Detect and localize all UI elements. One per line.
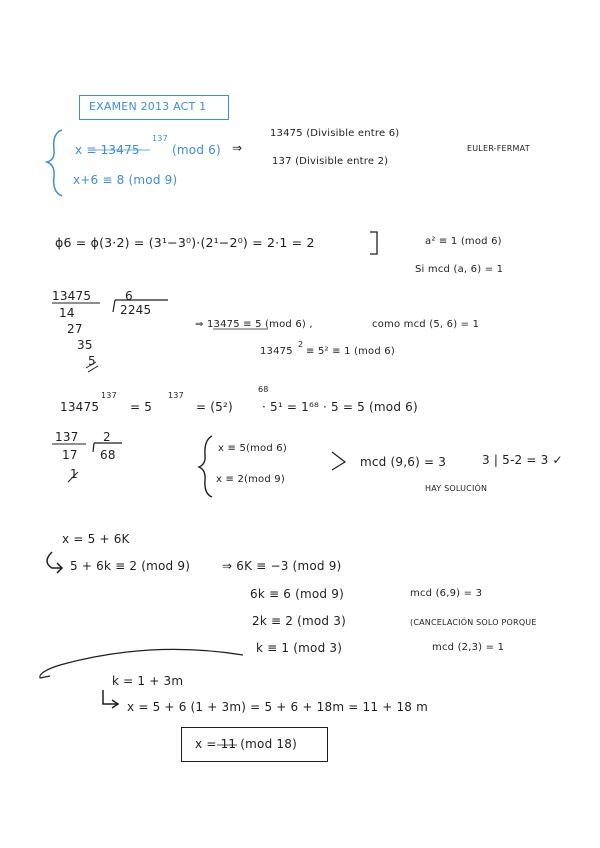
curved-arrow-k xyxy=(40,649,243,678)
final-line: x = 5 + 6 (1 + 3m) = 5 + 6 + 18m = 11 + 18 m xyxy=(127,700,429,714)
system-eq2: x+6 ≡ 8 (mod 9) xyxy=(73,173,178,187)
division1-bracket xyxy=(113,300,168,312)
division2-remainder-mark xyxy=(68,472,78,482)
solve-step1b: ⇒ 6K ≡ −3 (mod 9) xyxy=(222,559,342,573)
theorem: a² ≡ 1 (mod 6) xyxy=(425,236,502,247)
power-lhs: 13475 xyxy=(60,400,100,414)
system2-eq1: x ≡ 5(mod 6) xyxy=(218,443,287,454)
division1-dividend: 13475 xyxy=(52,289,92,303)
division1-square-rest: ≡ 5² ≡ 1 (mod 6) xyxy=(306,346,395,357)
system-eq1: x ≡ 13475 xyxy=(75,143,140,157)
division2-step1: 17 xyxy=(62,448,78,462)
solve-step2: 6k ≡ 6 (mod 9) xyxy=(250,587,344,601)
exam-title: EXAMEN 2013 ACT 1 xyxy=(89,100,207,113)
solve-step4-note: mcd (2,3) = 1 xyxy=(432,642,505,653)
solve-step2-note: mcd (6,9) = 3 xyxy=(410,588,483,599)
solve-step3: 2k ≡ 2 (mod 3) xyxy=(252,614,346,628)
solve-step1: 5 + 6k ≡ 2 (mod 9) xyxy=(70,559,191,573)
division2-dividend: 137 xyxy=(55,430,79,444)
power-lhs-exp: 137 xyxy=(101,391,117,400)
k-definition: k = 1 + 3m xyxy=(112,674,184,688)
division1-step2: 27 xyxy=(67,322,83,336)
note-13475: 13475 (Divisible entre 6) xyxy=(270,128,400,139)
note-137: 137 (Divisible entre 2) xyxy=(272,156,389,167)
division1-step1: 14 xyxy=(59,306,75,320)
division1-gcd: como mcd (5, 6) = 1 xyxy=(372,319,480,330)
arrow-final-line xyxy=(103,690,118,708)
solve-step4: k ≡ 1 (mod 3) xyxy=(256,641,343,655)
system2-eq2: x ≡ 2(mod 9) xyxy=(216,474,285,485)
phi-line: ϕ6 = ϕ(3·2) = (3¹−3⁰)·(2¹−2⁰) = 2·1 = 2 xyxy=(55,235,315,250)
theorem-condition: Si mcd (a, 6) = 1 xyxy=(415,264,504,275)
final-answer: x = 11 (mod 18) xyxy=(195,737,297,751)
system2-gcd: mcd (9,6) = 3 xyxy=(360,455,447,469)
division1-square-base: 13475 xyxy=(260,346,293,357)
division2-bracket xyxy=(93,443,122,452)
power-eq-exp: 137 xyxy=(168,391,184,400)
solve-step3-note: (CANCELACIÓN SOLO PORQUE xyxy=(410,618,537,627)
division1-square-exp: 2 xyxy=(298,340,304,349)
curved-arrow-step1 xyxy=(47,552,62,573)
system-brace xyxy=(47,130,62,196)
division1-remainder: 5 xyxy=(88,354,96,368)
phi-result-bracket xyxy=(370,232,377,254)
division1-remainder-mark xyxy=(86,362,98,372)
division1-divisor: 6 xyxy=(125,289,133,303)
division1-quotient: 2245 xyxy=(120,303,152,317)
division2-remainder: 1 xyxy=(70,467,78,481)
system2-check: 3 | 5-2 = 3 ✓ xyxy=(482,453,563,467)
division2-divisor: 2 xyxy=(103,430,111,444)
power-rest: · 5¹ = 1⁶⁸ · 5 = 5 (mod 6) xyxy=(262,400,418,414)
solution-exists: HAY SOLUCIÓN xyxy=(425,484,488,493)
euler-fermat-label: EULER-FERMAT xyxy=(467,144,530,153)
division2-quotient: 68 xyxy=(100,448,116,462)
division1-result: ⇒ 13475 ≡ 5 (mod 6) , xyxy=(195,319,313,330)
system2-arrow xyxy=(332,452,345,470)
implies-arrow: ⇒ xyxy=(232,141,243,155)
power-eq: = 5 xyxy=(130,400,153,414)
x-definition: x = 5 + 6K xyxy=(62,532,130,546)
power-mid: = (5²) xyxy=(196,400,233,414)
system-eq1-exp: 137 xyxy=(152,134,168,143)
system2-brace xyxy=(199,436,212,497)
system-eq1-mod: (mod 6) xyxy=(172,143,221,157)
power-mid-exp: 68 xyxy=(258,385,269,394)
division1-step3: 35 xyxy=(77,338,93,352)
